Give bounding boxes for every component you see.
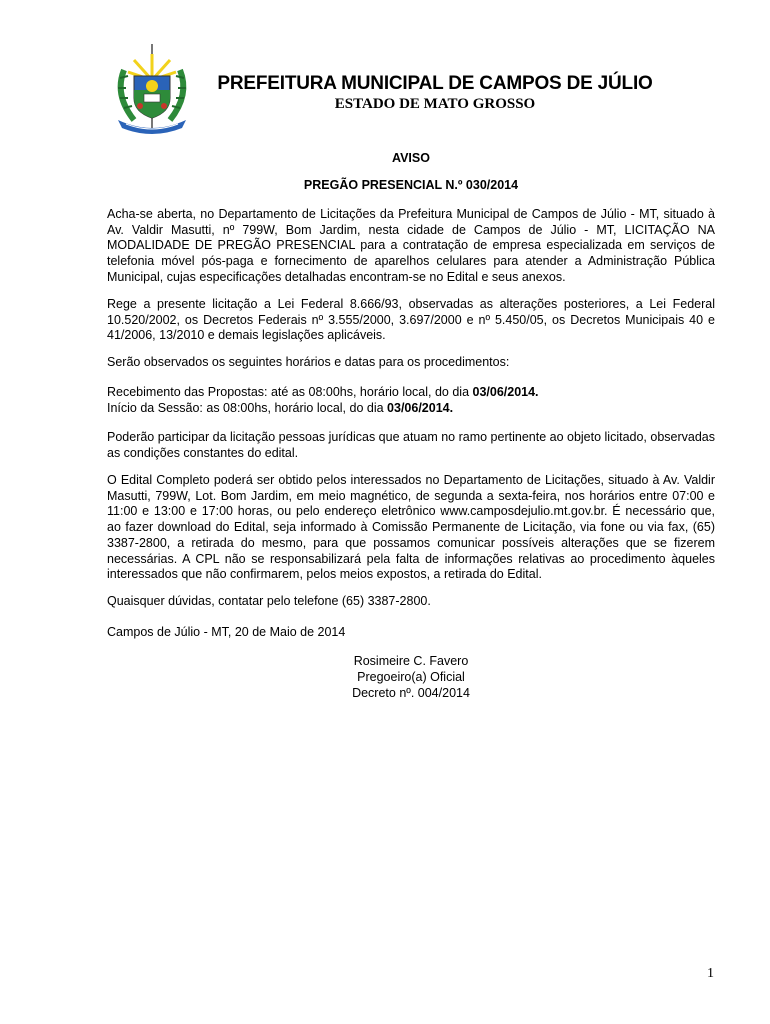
paragraph-place-date: Campos de Júlio - MT, 20 de Maio de 2014	[107, 625, 346, 639]
page-title: PREFEITURA MUNICIPAL DE CAMPOS DE JÚLIO	[217, 73, 653, 94]
schedule-session-text: Início da Sessão: as 08:00hs, horário local, do dia	[107, 400, 388, 415]
paragraph-legislation: Rege a presente licitação a Lei Federal 8.666/93, observadas as alterações posteriores, a Lei Federal 10.520/2002, os Decretos Federais nº 3.555/2000, 3.697/2000 e nº 5.450/05, os Decretos Municipais 40 e 41/2006, 13/2010 e demais legislações aplicáveis.	[107, 297, 715, 343]
paragraph-opening: Acha-se aberta, no Departamento de Licitações da Prefeitura Municipal de Campos de Júlio - MT, situado à Av. Valdir Masutti, nº 799W, Bom Jardim, nesta cidade de Campos de Júlio - MT, LICITAÇÃO NA MODALIDADE DE PREGÃO PRESENCIAL para a contratação de empresa especializada em serviços de telefonia móvel pós-paga e fornecimento de aparelhos celulares para atender a Administração Pública Municipal, cujas especificações detalhadas encontram-se no Edital e seus anexos.	[107, 207, 715, 284]
schedule-proposals	[107, 385, 715, 401]
paragraph-schedule-intro: Serão observados os seguintes horários e datas para os procedimentos:	[107, 355, 510, 369]
notice-heading: AVISO	[392, 151, 430, 165]
paragraph-edital: O Edital Completo poderá ser obtido pelos interessados no Departamento de Licitações, situado à Av. Valdir Masutti, 799W, Lot. Bom Jardim, em meio magnético, de segunda a sexta-feira, nos horários entre 07:00 e 11:00 e 13:00 e 17:00 horas, ou pelo endereço eletrônico www.camposdejulio.mt.gov.br. É necessário que, ao fazer download do Edital, seja informado à Comissão Permanente de Licitação, via fone ou via fax, (65) 3387-2800, a retirada do mesmo, para que possamos comunicar possíveis alterações que se fizerem necessárias. A CPL não se responsabilizará pela falta de informações relativas ao procedimento àqueles interessados que não confirmarem, pelos meios expostos, a retirada do Edital.	[107, 473, 715, 582]
schedule-proposals-date: 03/06/2014.	[472, 385, 539, 399]
signature-name: Rosimeire C. Favero	[353, 654, 469, 668]
notice-subheading: PREGÃO PRESENCIAL N.º 030/2014	[303, 178, 519, 192]
schedule-session-date: 03/06/2014.	[387, 400, 454, 415]
paragraph-schedule	[107, 385, 715, 416]
municipal-coat-of-arms-icon	[104, 40, 200, 136]
page-number: 1	[707, 966, 714, 981]
signature-role: Pregoeiro(a) Oficial	[357, 670, 465, 684]
paragraph-participation: Poderão participar da licitação pessoas jurídicas que atuam no ramo pertinente ao objeto licitado, observadas as condições constantes do edital.	[107, 430, 716, 460]
paragraph-contact: Quaisquer dúvidas, contatar pelo telefone (65) 3387-2800.	[107, 594, 431, 608]
signature-decree: Decreto nº. 004/2014	[352, 686, 470, 700]
schedule-session	[107, 401, 715, 417]
schedule-proposals-text: Recebimento das Propostas: até as 08:00hs, horário local, do dia	[107, 385, 473, 399]
signature-block	[107, 653, 715, 701]
page-subtitle: ESTADO DE MATO GROSSO	[334, 96, 536, 112]
